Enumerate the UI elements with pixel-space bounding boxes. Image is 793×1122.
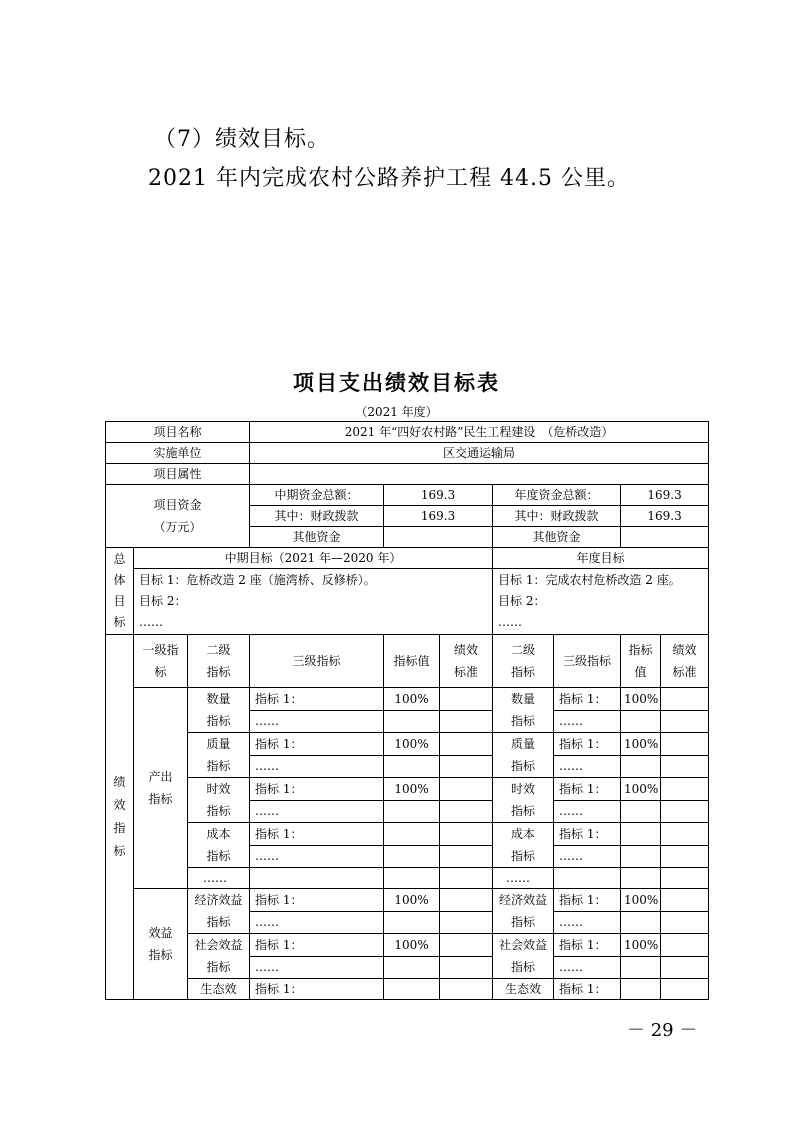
- annual-indicator-value: [621, 800, 661, 823]
- annual-standard-cell: [661, 778, 709, 801]
- indicator-value: 100%: [384, 778, 440, 801]
- annual-standard-cell: [661, 911, 709, 934]
- annual-standard-cell: [661, 800, 709, 823]
- annual-total-label: 年度资金总额：: [493, 485, 621, 506]
- annual-indicator-cell: 指标 1：: [554, 934, 621, 957]
- indicator-value: [384, 845, 440, 868]
- annual-output-ellipsis: ……: [493, 868, 554, 889]
- cost-label: 成本指标: [188, 823, 250, 868]
- indicator-cell: 指标 1：: [250, 778, 384, 801]
- indicator-value: 100%: [384, 934, 440, 957]
- annual-indicator-value: [621, 911, 661, 934]
- annual-header-value: 指标值: [621, 635, 661, 688]
- standard-cell: [440, 800, 493, 823]
- annual-other-label: 其他资金: [493, 527, 621, 548]
- attribute-value: [250, 464, 709, 485]
- mid-other-label: 其他资金: [250, 527, 384, 548]
- annual-economic-label: 经济效益指标: [493, 889, 554, 934]
- performance-table: [105, 421, 709, 1000]
- annual-header-level3: 三级指标: [554, 635, 621, 688]
- ecological-label: 生态效: [188, 979, 250, 1000]
- annual-indicator-ellipsis: ……: [554, 911, 621, 934]
- mid-goal-1: 目标 1：危桥改造 2 座（施湾桥、反修桥）。: [139, 573, 376, 587]
- annual-indicator-cell: [554, 868, 621, 889]
- indicator-ellipsis: ……: [250, 956, 384, 979]
- benefit-label: 效益指标: [134, 889, 188, 1000]
- annual-indicator-value: [621, 710, 661, 733]
- indicator-value: [384, 755, 440, 778]
- annual-indicator-cell: 指标 1：: [554, 979, 621, 1000]
- overall-goal-label: 总体目标: [106, 548, 134, 635]
- header-level2: 二级指标: [188, 635, 250, 688]
- mid-goal-3: ……: [139, 615, 163, 629]
- header-level1: 一级指标: [134, 635, 188, 688]
- standard-cell: [440, 733, 493, 756]
- section-heading: （7）绩效目标。: [154, 127, 330, 152]
- indicator-ellipsis: ……: [250, 710, 384, 733]
- annual-standard-cell: [661, 868, 709, 889]
- annual-standard-cell: [661, 956, 709, 979]
- mid-total-label: 中期资金总额：: [250, 485, 384, 506]
- annual-indicator-cell: 指标 1：: [554, 823, 621, 846]
- annual-indicator-cell: 指标 1：: [554, 733, 621, 756]
- project-name-value: 2021 年“四好农村路”民生工程建设 （危桥改造）: [250, 422, 709, 443]
- indicator-ellipsis: ……: [250, 755, 384, 778]
- annual-standard-cell: [661, 845, 709, 868]
- standard-cell: [440, 755, 493, 778]
- indicator-value: [384, 800, 440, 823]
- annual-indicator-value: [621, 845, 661, 868]
- annual-timeliness-label: 时效指标: [493, 778, 554, 823]
- annual-indicator-value: [621, 956, 661, 979]
- indicator-cell: 指标 1：: [250, 823, 384, 846]
- annual-ecological-label: 生态效: [493, 979, 554, 1000]
- standard-cell: [440, 823, 493, 846]
- unit-label: 实施单位: [106, 443, 250, 464]
- perf-label: 绩效指标: [106, 635, 134, 1000]
- mid-goal-list: [134, 569, 493, 635]
- annual-standard-cell: [661, 733, 709, 756]
- annual-indicator-value: [621, 755, 661, 778]
- annual-indicator-ellipsis: ……: [554, 755, 621, 778]
- mid-goal-header: 中期目标（2021 年—2020 年）: [134, 548, 493, 569]
- mid-total-value: 169.3: [384, 485, 493, 506]
- standard-cell: [440, 911, 493, 934]
- annual-indicator-value: 100%: [621, 733, 661, 756]
- table-subtitle: （2021 年度）: [355, 405, 438, 419]
- table-title: 项目支出绩效目标表: [293, 371, 500, 395]
- annual-fiscal-label: 其中：财政拨款: [493, 506, 621, 527]
- annual-standard-cell: [661, 710, 709, 733]
- annual-indicator-cell: 指标 1：: [554, 889, 621, 912]
- standard-cell: [440, 868, 493, 889]
- annual-goal-header: 年度目标: [493, 548, 709, 569]
- standard-cell: [440, 979, 493, 1000]
- timeliness-label: 时效指标: [188, 778, 250, 823]
- indicator-cell: 指标 1：: [250, 934, 384, 957]
- annual-header-level2: 二级指标: [493, 635, 554, 688]
- annual-indicator-cell: 指标 1：: [554, 778, 621, 801]
- standard-cell: [440, 934, 493, 957]
- mid-other-value: [384, 527, 493, 548]
- indicator-value: [384, 868, 440, 889]
- indicator-value: [384, 911, 440, 934]
- quality-label: 质量指标: [188, 733, 250, 778]
- header-value: 指标值: [384, 635, 440, 688]
- annual-standard-cell: [661, 889, 709, 912]
- indicator-value: 100%: [384, 889, 440, 912]
- annual-total-value: 169.3: [621, 485, 709, 506]
- indicator-value: [384, 823, 440, 846]
- annual-standard-cell: [661, 823, 709, 846]
- annual-indicator-cell: 指标 1：: [554, 688, 621, 711]
- annual-indicator-value: [621, 823, 661, 846]
- annual-indicator-ellipsis: ……: [554, 800, 621, 823]
- annual-goal-list: [493, 569, 709, 635]
- annual-other-value: [621, 527, 709, 548]
- standard-cell: [440, 778, 493, 801]
- indicator-cell: 指标 1：: [250, 733, 384, 756]
- annual-header-standard: 绩效标准: [661, 635, 709, 688]
- annual-standard-cell: [661, 979, 709, 1000]
- annual-indicator-value: 100%: [621, 934, 661, 957]
- goal-text: 2021 年内完成农村公路养护工程 44.5 公里。: [148, 166, 630, 191]
- indicator-value: 100%: [384, 733, 440, 756]
- unit-value: 区交通运输局: [250, 443, 709, 464]
- mid-fiscal-value: 169.3: [384, 506, 493, 527]
- standard-cell: [440, 688, 493, 711]
- annual-indicator-ellipsis: ……: [554, 845, 621, 868]
- annual-fiscal-value: 169.3: [621, 506, 709, 527]
- header-level3: 三级指标: [250, 635, 384, 688]
- annual-standard-cell: [661, 688, 709, 711]
- indicator-cell: 指标 1：: [250, 889, 384, 912]
- output-ellipsis: ……: [188, 868, 250, 889]
- page-number: － 29 －: [627, 1020, 698, 1041]
- indicator-cell: 指标 1：: [250, 688, 384, 711]
- indicator-ellipsis: ……: [250, 800, 384, 823]
- indicator-ellipsis: ……: [250, 911, 384, 934]
- annual-cost-label: 成本指标: [493, 823, 554, 868]
- annual-goal-3: ……: [498, 615, 523, 629]
- annual-standard-cell: [661, 755, 709, 778]
- annual-goal-2: 目标 2：: [498, 594, 546, 608]
- indicator-cell: [250, 868, 384, 889]
- indicator-value: [384, 956, 440, 979]
- annual-indicator-value: 100%: [621, 889, 661, 912]
- quantity-label: 数量指标: [188, 688, 250, 733]
- mid-goal-2: 目标 2：: [139, 594, 187, 608]
- standard-cell: [440, 956, 493, 979]
- indicator-cell: 指标 1：: [250, 979, 384, 1000]
- annual-quality-label: 质量指标: [493, 733, 554, 778]
- funds-label: 项目资金（万元）: [106, 485, 250, 548]
- mid-fiscal-label: 其中：财政拨款: [250, 506, 384, 527]
- attribute-label: 项目属性: [106, 464, 250, 485]
- economic-label: 经济效益指标: [188, 889, 250, 934]
- annual-indicator-ellipsis: ……: [554, 956, 621, 979]
- annual-goal-1: 目标 1：完成农村危桥改造 2 座。: [498, 573, 681, 587]
- standard-cell: [440, 889, 493, 912]
- project-name-label: 项目名称: [106, 422, 250, 443]
- header-standard: 绩效标准: [440, 635, 493, 688]
- output-label: 产出指标: [134, 688, 188, 889]
- annual-social-label: 社会效益指标: [493, 934, 554, 979]
- annual-indicator-value: 100%: [621, 688, 661, 711]
- standard-cell: [440, 710, 493, 733]
- annual-standard-cell: [661, 934, 709, 957]
- annual-indicator-ellipsis: ……: [554, 710, 621, 733]
- indicator-ellipsis: ……: [250, 845, 384, 868]
- social-label: 社会效益指标: [188, 934, 250, 979]
- indicator-value: [384, 710, 440, 733]
- indicator-value: [384, 979, 440, 1000]
- indicator-value: 100%: [384, 688, 440, 711]
- annual-indicator-value: [621, 868, 661, 889]
- annual-indicator-value: [621, 979, 661, 1000]
- annual-quantity-label: 数量指标: [493, 688, 554, 733]
- annual-indicator-value: 100%: [621, 778, 661, 801]
- standard-cell: [440, 845, 493, 868]
